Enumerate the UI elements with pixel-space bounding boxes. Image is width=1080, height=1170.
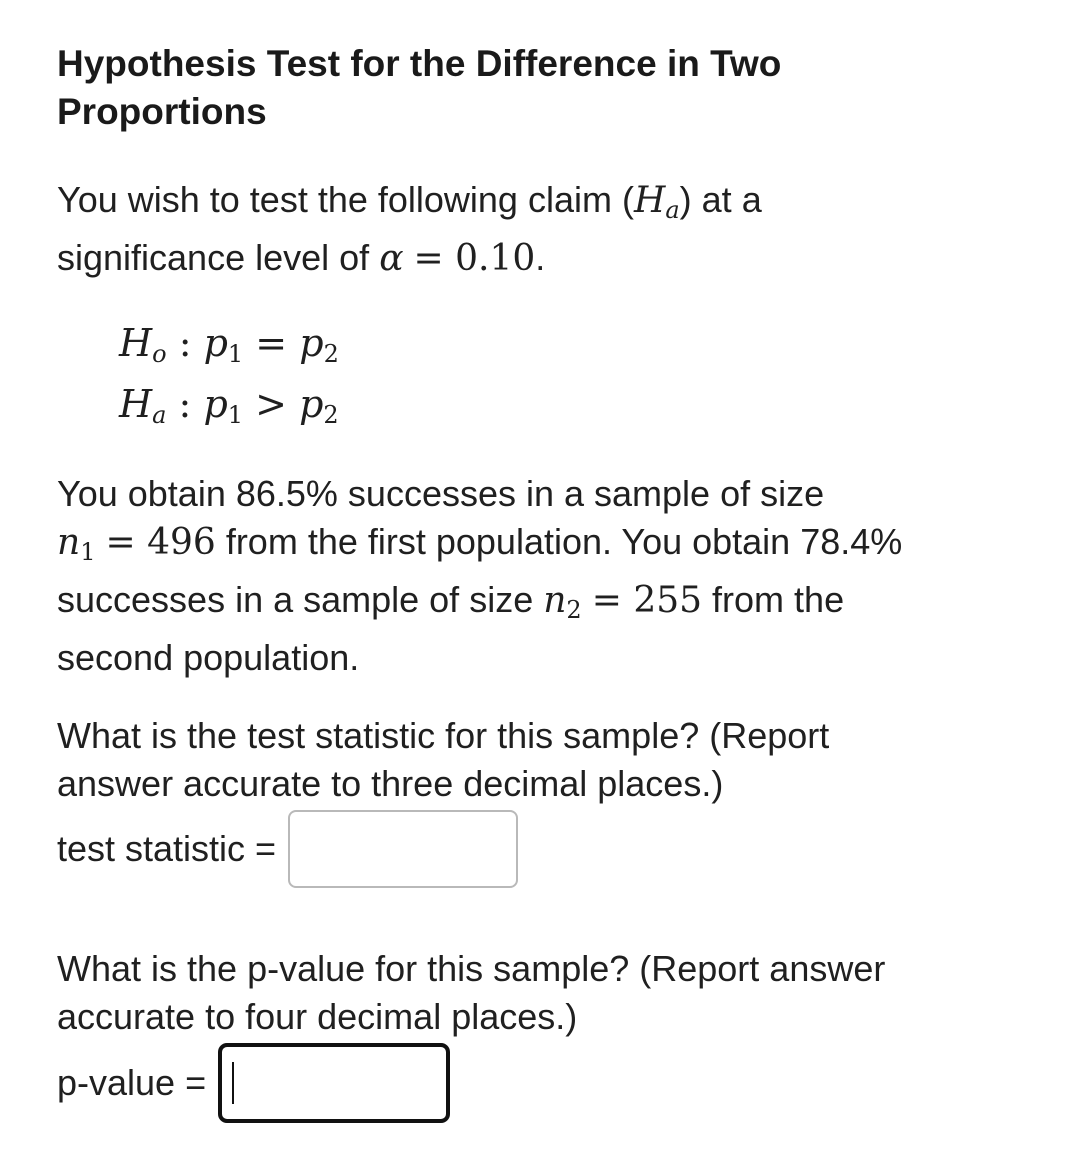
sample-line-3: successes in a sample of size $n_2 = 255$ from the — [57, 579, 845, 624]
intro-line-1: You wish to test the following claim (Ha) at a — [57, 179, 762, 224]
test-statistic-label: test statistic = — [57, 828, 277, 869]
question-2-text — [57, 945, 885, 1041]
question-1-line-2: answer accurate to three decimal places.) — [57, 763, 724, 804]
title-line-2: Proportions — [57, 91, 267, 132]
p-value-input[interactable] — [218, 1043, 450, 1123]
question-1-text — [57, 712, 829, 808]
intro-line-2: significance level of α = 0.10. — [57, 237, 546, 279]
null-hypothesis: Ho : $p_1 = p_2$ — [119, 321, 339, 368]
question-2-line-1: What is the p-value for this sample? (Report answer — [57, 948, 886, 989]
sample-line-1: You obtain 86.5% successes in a sample of size — [57, 473, 825, 514]
alternative-hypothesis: Ha : $p_1 > p_2$ — [119, 382, 339, 429]
text-cursor — [232, 1062, 234, 1104]
p-value-label: p-value = — [57, 1062, 207, 1103]
problem-title — [57, 40, 781, 136]
sample-line-2: $n_1 = 496$ from the first population. You obtain 78.4% — [57, 521, 903, 566]
title-line-1: Hypothesis Test for the Difference in Two — [57, 43, 782, 84]
question-2-line-2: accurate to four decimal places.) — [57, 996, 578, 1037]
sample-paragraph — [57, 470, 902, 682]
test-statistic-row — [57, 810, 518, 888]
hypotheses-block — [119, 318, 339, 440]
intro-paragraph — [57, 176, 762, 283]
test-statistic-input[interactable] — [288, 810, 518, 888]
p-value-row — [57, 1043, 450, 1123]
sample-line-4: second population. — [57, 637, 360, 678]
question-1-line-1: What is the test statistic for this sample? (Report — [57, 715, 830, 756]
